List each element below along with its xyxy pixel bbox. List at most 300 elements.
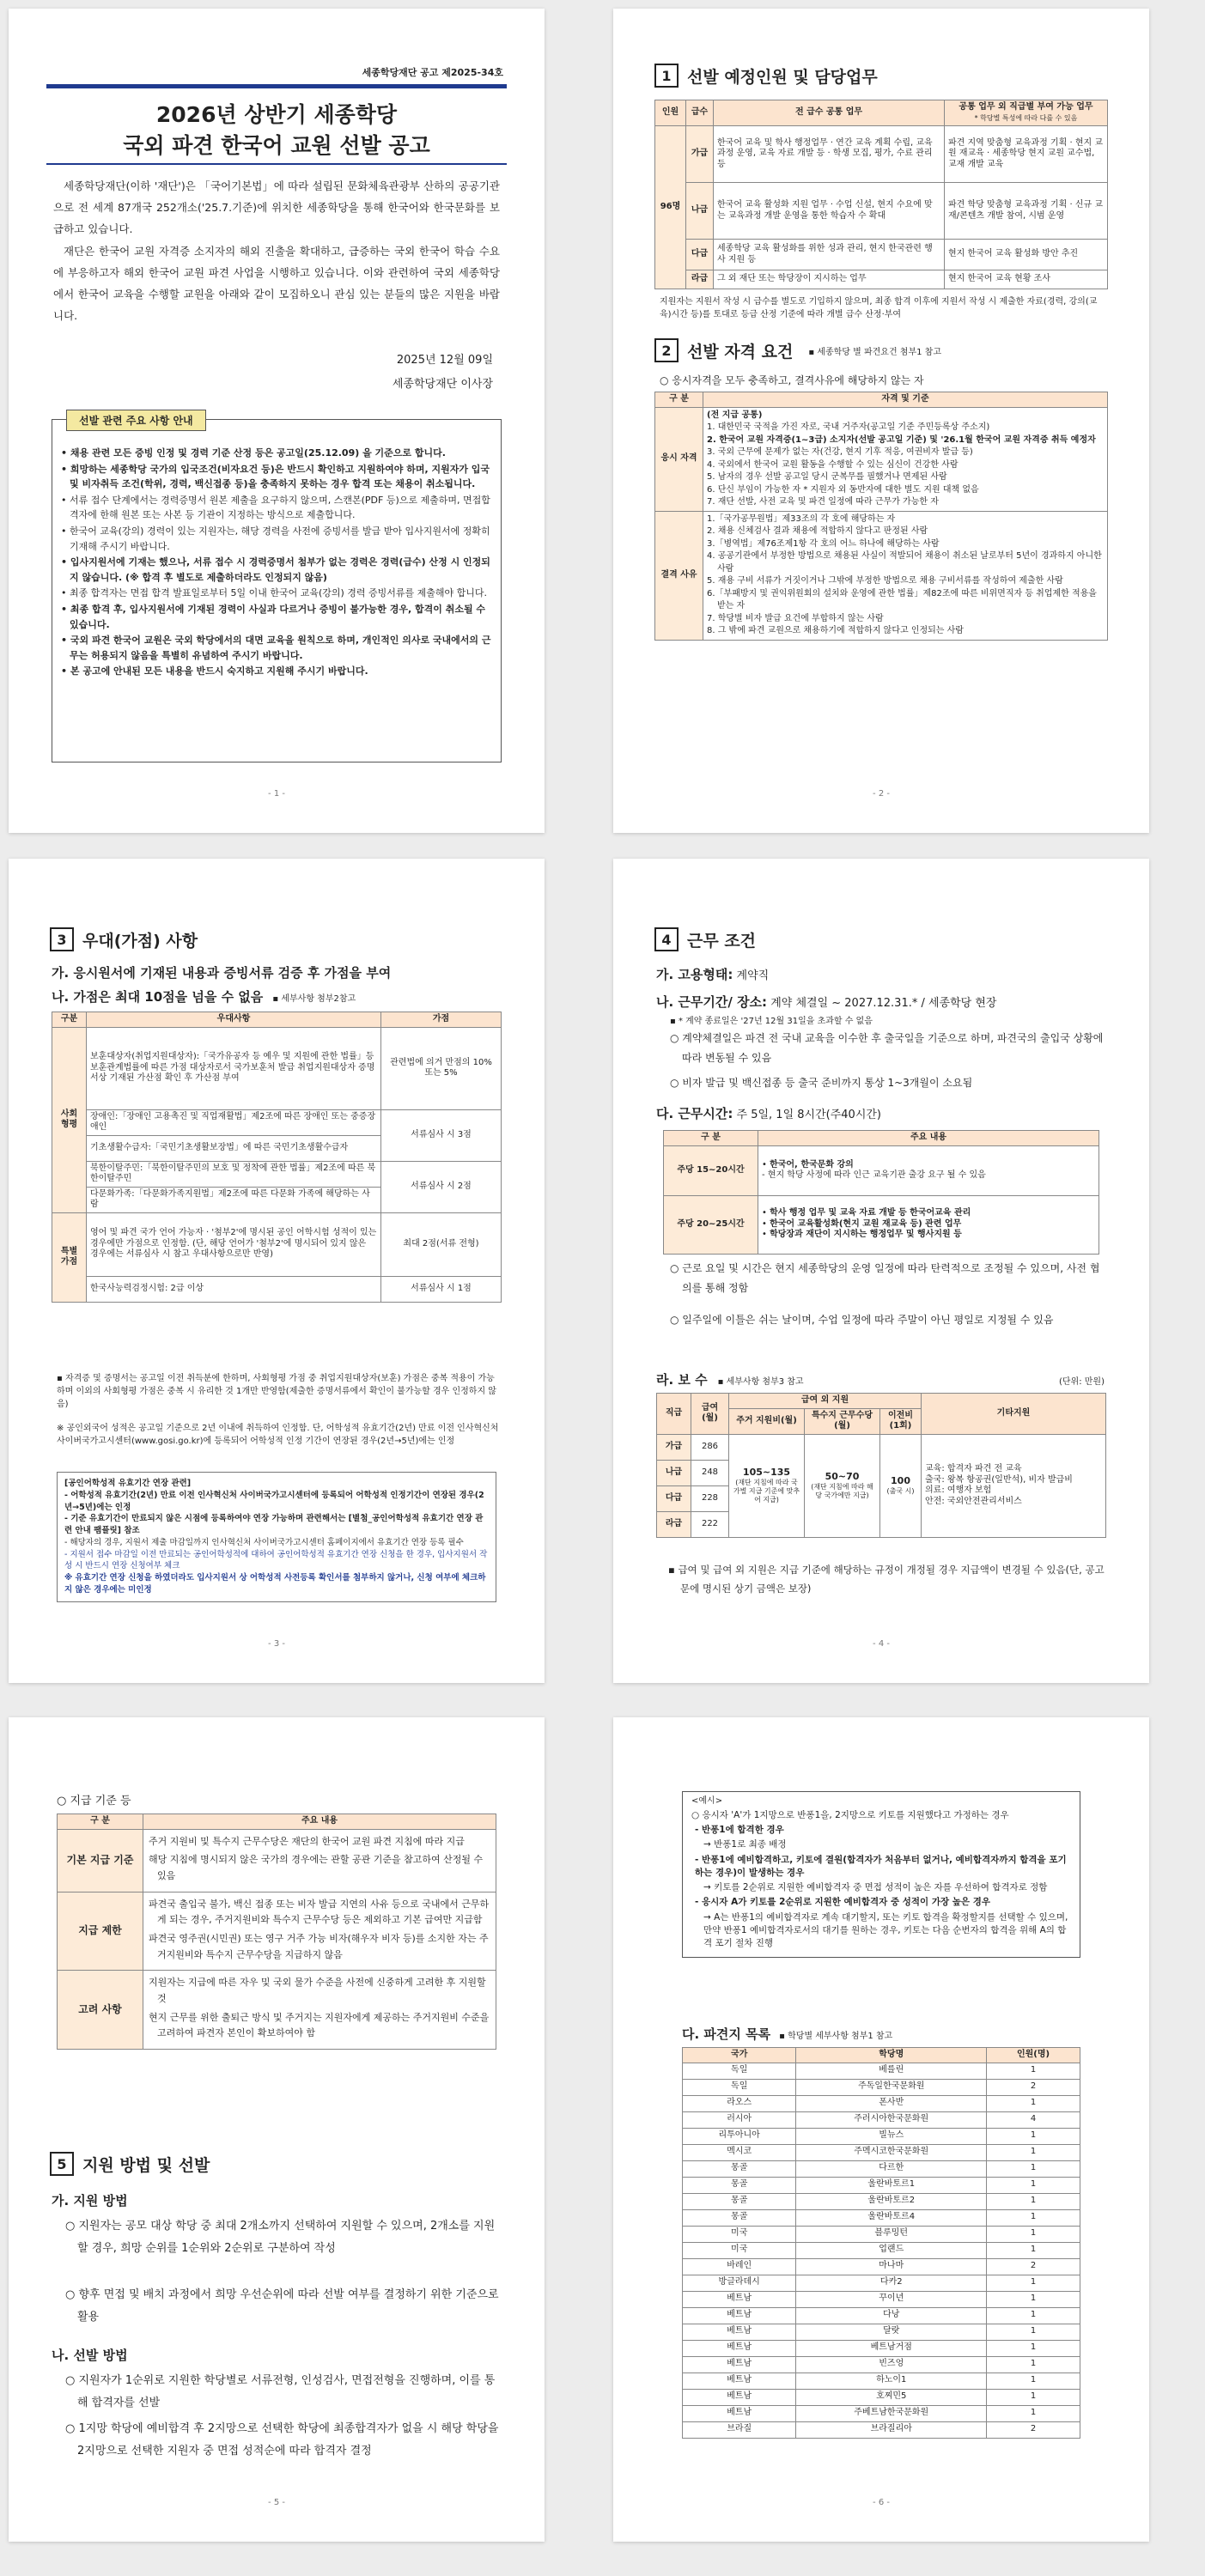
country-cell: 독일 — [683, 2079, 796, 2095]
bonus-item: 한국사능력검정시험: 2급 이상 — [87, 1276, 381, 1302]
count-cell: 1 — [987, 2177, 1080, 2193]
relocation-value: 100 — [891, 1475, 910, 1487]
grade-cell: 나급 — [686, 183, 714, 240]
disqualification-item: 6.「부패방지 및 권익위원회의 설치와 운영에 관한 법률」제82조에 따른 비위면직자 등 취업제한 적용을 받는 자 — [707, 588, 1097, 611]
hours-2-c: 학당장과 재단이 지시하는 행정업무 및 행사지원 등 — [770, 1230, 962, 1240]
col-header-count: 인원(명) — [987, 2048, 1080, 2063]
section-note: ▪ 세종학당 별 파견요건 첨부1 참고 — [808, 347, 941, 357]
apply-bullet-2: ○ 향후 면접 및 배치 과정에서 희망 우선순위에 따라 선발 여부를 결정하기 위한 기준으로 활용 — [65, 2288, 499, 2324]
qualification-item: (전 지급 공통) — [707, 410, 763, 420]
other-support-item: 출국: 왕복 항공권(일반석), 비자 발급비 — [925, 1474, 1073, 1485]
col-header-relocation: 이전비 (1회) — [880, 1408, 922, 1434]
section-number: 1 — [654, 64, 679, 88]
page-title-line2: 국외 파견 한국어 교원 선발 공고 — [123, 133, 430, 158]
center-cell: 울란바토르1 — [796, 2177, 987, 2193]
deployment-list-header: 다. 파견지 목록 ▪ 학당별 세부사항 첨부1 참고 — [682, 2026, 893, 2042]
work-period-bullet-2-text: 비자 발급 및 백신접종 등 출국 준비까지 통상 1~3개월이 소요됨 — [682, 1077, 973, 1089]
apply-bullet-2-text: 향후 면접 및 배치 과정에서 희망 우선순위에 따라 선발 여부를 결정하기 위한 기준으로 활용 — [77, 2288, 499, 2324]
pay-cell: 248 — [691, 1460, 729, 1485]
country-cell: 리투아니아 — [683, 2128, 796, 2144]
select-bullet-1: ○ 지원자가 1순위로 지원한 학당별로 서류전형, 인성검사, 면접전형을 진행하며, 이를 통해 합격자를 선발 — [65, 2374, 496, 2409]
language-box-line: - 지원서 접수 마감일 이전 만료되는 공인어학성적에 대하여 공인어학성적 유효기간 연장 신청을 한 경우, 입사지원서 작성 시 반드시 연장 신청여부 체크 — [64, 1549, 488, 1571]
notice-item: • 희망하는 세종학당 국가의 입국조건(비자요건 등)은 반드시 확인하고 지원하여야 하며, 지원자가 입국 및 비자취득 조건(학위, 경력, 백신접종 등)을 충족하지 못하는 경우 합격 또는 채용이 취소됩니다. — [61, 463, 490, 490]
count-cell: 1 — [987, 2340, 1080, 2356]
hours-1-a: 한국어, 한국문화 강의 — [770, 1159, 854, 1170]
deployment-row — [683, 2372, 1080, 2389]
center-cell: 달랏 — [796, 2324, 987, 2340]
center-cell: 다낭 — [796, 2307, 987, 2324]
payment-criteria-title: ○ 지급 기준 등 — [57, 1795, 131, 1807]
deployment-row — [683, 2307, 1080, 2324]
disqualification-item: 1.「국가공무원법」제33조의 각 호에 해당하는 자 — [707, 513, 896, 524]
duty-row — [655, 183, 1108, 240]
salary-table — [656, 1393, 1106, 1538]
country-cell: 베트남 — [683, 2324, 796, 2340]
hours-2-a: 학사 행정 업무 및 교육 자료 개발 등 한국어교육 관리 — [770, 1208, 971, 1218]
relocation-cell — [880, 1434, 922, 1537]
count-cell: 1 — [987, 2063, 1080, 2079]
center-cell: 울란바토르4 — [796, 2209, 987, 2226]
example-line: - 반퐁1에 합격한 경우 — [695, 1825, 784, 1836]
country-cell: 베트남 — [683, 2356, 796, 2372]
duty-row — [655, 270, 1108, 289]
salary-table-wrap — [656, 1393, 1106, 1538]
bonus-item: 장애인:「장애인 고용촉진 및 직업재활법」제2조에 따른 장애인 또는 중증장애인 — [87, 1109, 381, 1135]
col-header-extra — [945, 100, 1108, 126]
salary-note: 세부사항 첨부3 참고 — [726, 1377, 804, 1387]
qualification-intro-text: 응시자격을 모두 충족하고, 결격사유에 해당하지 않는 자 — [672, 374, 924, 386]
payment-row — [58, 1829, 496, 1892]
common-duty-cell: 세종학당 교육 활성화를 위한 성과 관리, 현지 한국관련 행사 지원 등 — [714, 240, 945, 270]
disqualification-item: 2. 채용 신체검사 결과 채용에 적합하지 않다고 판정된 사람 — [707, 526, 928, 536]
page-number: - 1 - — [268, 789, 285, 799]
notice-list — [61, 446, 492, 679]
example-box — [682, 1791, 1080, 1958]
payment-content — [143, 1892, 496, 1971]
bonus-row — [52, 1109, 502, 1135]
bonus-note-1: ▪ 자격증 및 증명서는 공고일 이전 취득분에 한하며, 사회형평 가점 중 취업지원대상자(보훈) 가점은 중복 적용이 가능하며 이외의 사회형평 가점은 중복 시 유리한 것 1개만 반영함(제출한 증명서류에서 확인이 불가능할 경우 인정하지 않음) — [57, 1374, 496, 1409]
bonus-note-2-text: 공인외국어 성적은 공고일 기준으로 2년 이내에 취득하여 인정함. 단, 어학성적 유효기간(2년) 만료 이전 인사혁신처 사이버국가고시센터(www.gosi.go.kr)에 등록되어 어학성적 인정 기간이 연장된 경우(2년→5년)에는 인정 — [57, 1424, 499, 1446]
center-cell: 베를린 — [796, 2063, 987, 2079]
qualification-table — [654, 392, 1108, 641]
doc-page-3 — [9, 859, 545, 1683]
payment-item: 주거 지원비 및 특수지 근무수당은 재단의 한국어 교원 파견 지침에 따라 지급 — [149, 1835, 465, 1847]
deployment-table — [682, 2047, 1080, 2439]
language-box-line: ※ 유효기간 연장 신청을 하였더라도 입사지원서 상 어학성적 사전등록 확인서를 첨부하지 않거나, 신청 여부에 체크하지 않은 경우에는 미인정 — [64, 1573, 486, 1595]
col-header-extra-support: 급여 외 지원 — [729, 1394, 922, 1409]
subsection-na: 나. 가점은 최대 10점을 넘을 수 없음 ▪ 세부사항 첨부2참고 — [52, 989, 356, 1005]
title-bar — [46, 84, 507, 88]
bonus-note-2: ※ 공인외국어 성적은 공고일 기준으로 2년 이내에 취득하여 인정함. 단, 어학성적 유효기간(2년) 만료 이전 인사혁신처 사이버국가고시센터(www.gosi.go.kr)에 등록되어 어학성적 인정 기간이 연장된 경우(2년→5년)에는 인정 — [57, 1424, 499, 1446]
col-header-requirement: 자격 및 기준 — [703, 392, 1108, 408]
intro-paragraph-1: 세종학당재단(이하 '재단')은 「국어기본법」에 따라 설립된 문화체육관광부 산하의 공공기관으로 전 세계 87개국 252개소('25.7.기준)에 위치한 세종학당을 통해 한국어와 한국문화를 보급하고 있습니다. — [53, 179, 500, 235]
grade-cell: 다급 — [657, 1485, 691, 1511]
deployment-list-note: 학당별 세부사항 첨부1 참고 — [788, 2032, 893, 2041]
page-number: - 4 - — [873, 1639, 890, 1649]
headcount-cell: 96명 — [655, 126, 686, 289]
housing-value: 105~135 — [742, 1467, 791, 1479]
payment-item: 지원자는 지급에 따른 자우 및 국외 물가 수준을 사전에 신중하게 고려한 후 지원할 것 — [149, 1977, 486, 2004]
col-header-count: 인원 — [655, 100, 686, 126]
center-cell: 주독일한국문화원 — [796, 2079, 987, 2095]
subsection-na-note: 세부사항 첨부2참고 — [281, 994, 356, 1004]
example-line: ○ 응시자 'A'가 1지망으로 반퐁1을, 2지망으로 키토를 지원했다고 가정하는 경우 — [691, 1810, 1009, 1820]
col-header-main: 주요 내용 — [143, 1814, 496, 1830]
group-label-special: 특별 가점 — [52, 1212, 87, 1302]
col-header-item: 우대사항 — [87, 1012, 381, 1028]
col-header-division: 구 분 — [58, 1814, 143, 1830]
subsection-na: 나. 선발 방법 — [52, 2348, 128, 2363]
country-cell: 바레인 — [683, 2258, 796, 2275]
payment-label: 기본 지급 기준 — [58, 1829, 143, 1892]
special-value: 50~70 — [825, 1471, 860, 1483]
country-cell: 독일 — [683, 2063, 796, 2079]
notice-item: • 채용 관련 모든 증빙 인정 및 경력 기준 산정 등은 공고일(25.12.09) 을 기준으로 합니다. — [61, 447, 446, 459]
payment-label: 고려 사항 — [58, 1971, 143, 2050]
intro-paragraph-2: 재단은 한국어 교원 자격증 소지자의 해외 진출을 확대하고, 급증하는 국외 한국어 학습 수요에 부응하고자 해외 한국어 교원 파견 사업을 시행하고 있습니다. 이와 관련하여 국외 세종학당에서 한국어 교육을 수행할 교원을 아래와 같이 모집하오니 관심 있는 분들의 많은 지원을 바랍니다. — [53, 245, 500, 322]
bonus-item: 다문화가족:「다문화가족지원법」제2조에 따른 다문화 가족에 해당하는 사람 — [87, 1187, 381, 1212]
col-header-division: 구 분 — [655, 392, 703, 408]
select-bullet-1-text: 지원자가 1순위로 지원한 학당별로 서류전형, 인성검사, 면접전형을 진행하며, 이를 통해 합격자를 선발 — [77, 2374, 496, 2409]
bonus-note-1-text: 자격증 및 증명서는 공고일 이전 취득분에 한하며, 사회형평 가점 중 취업지원대상자(보훈) 가점은 중복 적용이 가능하며 이외의 사회형평 가점은 중복 시 유리한 것 1개만 반영함(제출한 증명서류에서 확인이 불가능할 경우 인정하지 않음) — [57, 1374, 496, 1409]
col-header-extra-label: 공통 업무 외 직급별 부여 가능 업무 — [959, 102, 1093, 112]
other-support-cell — [922, 1434, 1106, 1537]
deployment-row — [683, 2128, 1080, 2144]
bonus-row — [52, 1212, 502, 1276]
special-cell — [805, 1434, 880, 1537]
payment-body — [58, 1829, 496, 2050]
extra-duty-cell: 현지 한국어 교육 현황 조사 — [945, 270, 1108, 289]
count-cell: 1 — [987, 2193, 1080, 2209]
pay-cell: 222 — [691, 1511, 729, 1537]
qualification-item: 5. 남자의 경우 선발 공고일 당시 군복무를 필했거나 면제된 사람 — [707, 472, 947, 482]
center-cell: 하노이1 — [796, 2372, 987, 2389]
bonus-points: 관련법에 의거 만점의 10% 또는 5% — [381, 1027, 502, 1109]
section-title: 선발 자격 요건 — [687, 342, 794, 361]
doc-page-5 — [9, 1717, 545, 2542]
country-cell: 베트남 — [683, 2372, 796, 2389]
country-cell: 멕시코 — [683, 2144, 796, 2160]
bonus-table-wrap — [52, 1012, 502, 1303]
count-cell: 1 — [987, 2405, 1080, 2421]
work-period-label: 나. 근무기간/ 장소: — [656, 994, 768, 1010]
notice-item: • 본 공고에 안내된 모든 내용을 반드시 숙지하고 지원해 주시기 바랍니다. — [61, 665, 368, 677]
col-header-extra-sub: * 학당별 특성에 따라 다를 수 있음 — [974, 113, 1078, 122]
count-cell: 1 — [987, 2242, 1080, 2258]
payment-row — [58, 1892, 496, 1971]
page-number: - 6 - — [873, 2498, 890, 2507]
count-cell: 2 — [987, 2421, 1080, 2438]
count-cell: 1 — [987, 2275, 1080, 2291]
page-title-line1: 2026년 상반기 세종학당 — [155, 102, 398, 127]
language-box-line: - 기준 유효기간이 만료되지 않은 시점에 등록하여야 연장 가능하며 관련해서는 [별첨_공인어학성적 유효기간 연장 관련 안내 팸플릿] 참조 — [64, 1514, 484, 1536]
country-cell: 라오스 — [683, 2095, 796, 2111]
center-cell: 다카2 — [796, 2275, 987, 2291]
page-number: - 2 - — [873, 789, 890, 799]
example-line: → A는 반퐁1의 예비합격자로 계속 대기할지, 또는 키토 합격을 확정할지를 선택할 수 있으며, 만약 반퐁1 예비합격자로서의 대기를 원하는 경우, 키토는 다음 순번자의 합격을 위해 A의 합격 포기 절차 진행 — [703, 1911, 1068, 1948]
country-cell: 베트남 — [683, 2307, 796, 2324]
relocation-sub: (출국 시) — [886, 1486, 915, 1495]
work-hours-label: 다. 근무시간: — [656, 1106, 733, 1121]
extra-duty-cell: 현지 한국어 교육 활성화 방안 추진 — [945, 240, 1108, 270]
deployment-row — [683, 2209, 1080, 2226]
select-bullet-2-text: 1지망 학당에 예비합격 후 2지망으로 선택한 학당에 최종합격자가 없을 시 해당 학당을 2지망으로 선택한 지원자 중 면접 성적순에 따라 합격자 결정 — [77, 2422, 499, 2458]
payment-row — [58, 1971, 496, 2050]
salary-row — [657, 1434, 1106, 1460]
notice-item: • 입사지원서에 기재는 했으나, 서류 접수 시 경력증명서 첨부가 없는 경력은 경력(급수) 산정 시 인정되지 않습니다. (※ 합격 후 별도로 제출하더라도 인정되지 않음) — [61, 556, 490, 583]
payment-criteria-title-text: 지급 기준 등 — [70, 1795, 131, 1807]
payment-item: 해당 지침에 명시되지 않은 국가의 경우에는 관할 공관 기준을 참고하여 산정될 수 있음 — [149, 1854, 484, 1881]
bonus-row — [52, 1161, 502, 1187]
grade-cell: 가급 — [657, 1434, 691, 1460]
payment-label: 지급 제한 — [58, 1892, 143, 1971]
count-cell: 1 — [987, 2389, 1080, 2405]
country-cell: 베트남 — [683, 2389, 796, 2405]
hours-row-content-1: • 한국어, 한국문화 강의 - 현지 학당 사정에 따라 인근 교육기관 출강 요구 될 수 있음 — [758, 1145, 1099, 1195]
deployment-row — [683, 2405, 1080, 2421]
deployment-row — [683, 2160, 1080, 2177]
row-label-qualification: 응시 자격 — [655, 407, 703, 511]
disqualification-item: 4. 공공기관에서 부정한 방법으로 채용된 사실이 적발되어 채용이 취소된 날로부터 5년이 경과하지 아니한 사람 — [707, 551, 1102, 574]
payment-content — [143, 1829, 496, 1892]
example-line: - 응시자 A가 키토를 2순위로 지원한 예비합격자 중 성적이 가장 높은 경우 — [695, 1897, 991, 1908]
country-cell: 브라질 — [683, 2421, 796, 2438]
duty-row — [655, 126, 1108, 183]
disqualification-item: 5. 재용 구비 서류가 거짓이거나 그밖에 부정한 방법으로 채용 구비서류를 작성하여 제출한 사람 — [707, 576, 1063, 586]
country-cell: 몽골 — [683, 2193, 796, 2209]
count-cell: 1 — [987, 2226, 1080, 2242]
col-header-center: 학당명 — [796, 2048, 987, 2063]
select-bullet-2: ○ 1지망 학당에 예비합격 후 2지망으로 선택한 학당에 최종합격자가 없을 시 해당 학당을 2지망으로 선택한 지원자 중 면접 성적순에 따라 합격자 결정 — [65, 2422, 499, 2458]
group-label-social: 사회 형평 — [52, 1027, 87, 1212]
col-header-pay: 급여 (월) — [691, 1394, 729, 1435]
doc-page-6 — [613, 1717, 1149, 2542]
hours-1-b: 현지 학당 사정에 따라 인근 교육기관 출강 요구 될 수 있음 — [767, 1170, 986, 1180]
announcement-number: 세종학당재단 공고 제2025-34호 — [362, 67, 503, 78]
count-cell: 4 — [987, 2111, 1080, 2128]
col-header-country: 국가 — [683, 2048, 796, 2063]
deployment-row — [683, 2144, 1080, 2160]
bonus-points: 서류심사 시 1점 — [381, 1276, 502, 1302]
deployment-list-title: 다. 파견지 목록 — [682, 2026, 771, 2042]
country-cell: 베트남 — [683, 2291, 796, 2307]
deployment-row — [683, 2193, 1080, 2209]
deployment-row — [683, 2226, 1080, 2242]
section-5-header — [50, 2152, 210, 2176]
qualification-item: 4. 국외에서 한국어 교원 활동을 수행할 수 있는 심신이 건강한 사람 — [707, 459, 959, 470]
count-cell: 2 — [987, 2258, 1080, 2275]
housing-cell — [729, 1434, 805, 1537]
section-title: 선발 예정인원 및 담당업무 — [687, 67, 878, 87]
page-number: - 3 - — [268, 1639, 285, 1649]
bonus-points: 서류심사 시 3점 — [381, 1109, 502, 1161]
bonus-points: 최대 2점(서류 전형) — [381, 1212, 502, 1276]
extra-duty-cell: 파견 지역 맞춤형 교육과정 기획 · 현지 교원 재교육 · 세종학당 현지 교원 교수법, 교재 개발 교육 — [945, 126, 1108, 183]
notice-item: • 서류 접수 단계에서는 경력증명서 원본 제출을 요구하지 않으며, 스캔본(PDF 등)으로 제출하며, 면접합격자에 한해 원본 또는 사본 등 기관이 지정하는 방식으로 제출합니다. — [61, 494, 490, 521]
employment-type-label: 가. 고용형태: — [656, 967, 733, 982]
section-note-text: 세종학당 별 파견요건 첨부1 참고 — [817, 347, 941, 357]
payment-table-wrap — [57, 1814, 496, 2050]
duties-body — [655, 126, 1108, 289]
bonus-row — [52, 1276, 502, 1302]
work-period-value: 계약 체결일 ~ 2027.12.31.* / 세종학당 현장 — [770, 997, 997, 1010]
work-hours-bullet-2-text: 일주일에 이틀은 쉬는 날이며, 수업 일정에 따라 주말이 아닌 평일로 지정될 수 있음 — [682, 1314, 1054, 1326]
col-header-points: 가점 — [381, 1012, 502, 1028]
section-4-header — [654, 927, 756, 951]
duty-row — [655, 240, 1108, 270]
bonus-item: 보훈대상자(취업지원대상자):「국가유공자 등 예우 및 지원에 관한 법률」등 보훈관계법률에 따른 가점 대상자로서 국가보훈처 발급 취업지원대상자 증명서상 기재된 가산점 확인 후 가산점 부여 — [87, 1027, 381, 1109]
disqualification-item: 3.「병역법」제76조제1항 각 호의 어느 하나에 해당하는 사람 — [707, 538, 940, 549]
count-cell: 1 — [987, 2356, 1080, 2372]
count-cell: 1 — [987, 2095, 1080, 2111]
notice-item: • 최종 합격 후, 입사지원서에 기재된 경력이 사실과 다르거나 증빙이 불가능한 경우, 합격이 취소될 수 있습니다. — [61, 603, 486, 630]
hours-2-b: 한국어 교육활성화(현지 교원 재교육 등) 관련 업무 — [770, 1218, 962, 1229]
disqualification-list — [703, 511, 1108, 640]
center-cell: 호찌민5 — [796, 2389, 987, 2405]
count-cell: 1 — [987, 2307, 1080, 2324]
center-cell: 주베트남한국문화원 — [796, 2405, 987, 2421]
subsection-ga: 가. 지원 방법 — [52, 2193, 128, 2208]
center-cell: 마나마 — [796, 2258, 987, 2275]
deployment-row — [683, 2258, 1080, 2275]
work-period-note-text: * 계약 종료일은 '27년 12월 31일을 초과할 수 없음 — [678, 1017, 873, 1026]
common-duty-cell: 그 외 재단 또는 학당장이 지시하는 업무 — [714, 270, 945, 289]
work-hours-bullet-2: ○ 일주일에 이틀은 쉬는 날이며, 수업 일정에 따라 주말이 아닌 평일로 지정될 수 있음 — [670, 1314, 1054, 1326]
section-2-header — [654, 338, 941, 362]
center-cell: 업랜드 — [796, 2242, 987, 2258]
payment-table — [57, 1814, 496, 2050]
col-header-housing: 주거 지원비(월) — [729, 1408, 805, 1434]
grade-cell: 다급 — [686, 240, 714, 270]
center-cell: 빌뉴스 — [796, 2128, 987, 2144]
col-header-other: 기타지원 — [922, 1394, 1106, 1435]
hours-row-label-2: 주당 20~25시간 — [664, 1195, 758, 1254]
center-cell: 빈즈엉 — [796, 2356, 987, 2372]
work-period-note: ▪ * 계약 종료일은 '27년 12월 31일을 초과할 수 없음 — [670, 1017, 873, 1026]
payment-item: 파견국 영주권(시민권) 또는 영구 거주 가능 비자(해우자 비자 등)를 소지한 자는 주거지원비와 특수지 근무수당을 지급하지 않음 — [149, 1932, 489, 1960]
work-hours-bullet-1-text: 근로 요일 및 시간은 현지 세종학당의 운영 일정에 따라 탄력적으로 조정될 수 있으며, 사전 협의를 통해 정함 — [682, 1262, 1100, 1294]
qualification-item: 2. 한국어 교원 자격증(1~3급) 소지자(선발 공고일 기준) 및 '26.1월 한국어 교원 자격증 취득 예정자 — [707, 434, 1096, 445]
announcement-date: 2025년 12월 09일 — [396, 354, 493, 367]
common-duty-cell: 한국어 교육 및 학사 행정업무 · 연간 교육 계획 수립, 교육과정 운영, 교육 자료 개발 등 · 학생 모집, 평가, 수료 관리 등 — [714, 126, 945, 183]
bonus-table — [52, 1012, 502, 1303]
payment-item: 파견국 출입국 불가, 백신 접종 또는 비자 발급 지연의 사유 등으로 국내에서 근무하게 되는 경우, 주거지원비와 특수지 근무수당 등은 제외하고 기본 급여만 지급함 — [149, 1898, 490, 1926]
bonus-item: 북한이탈주민:「북한이탈주민의 보호 및 정착에 관한 법률」제2조에 따른 북한이탈주민 — [87, 1161, 381, 1187]
work-period-bullet-2: ○ 비자 발급 및 백신접종 등 출국 준비까지 통상 1~3개월이 소요됨 — [670, 1077, 973, 1089]
bonus-body — [52, 1027, 502, 1302]
col-header-division: 구 분 — [664, 1131, 758, 1146]
salary-label: 라. 보 수 — [656, 1372, 708, 1388]
qualification-list — [703, 407, 1108, 511]
hours-table-wrap — [663, 1130, 1099, 1255]
salary-footnote: ▪ 급여 및 급여 외 지원은 지급 기준에 해당하는 규정이 개정될 경우 지급액이 변경될 수 있음(단, 공고문에 명시된 상기 금액은 보장) — [668, 1564, 1105, 1595]
grade-cell: 라급 — [686, 270, 714, 289]
language-box-line: - 어학성적 유효기간(2년) 만료 이전 인사혁신처 사이버국가고시센터에 등록되어 어학성적 인정기간이 연장된 경우(2년→5년)에는 인정 — [64, 1490, 484, 1512]
deployment-row — [683, 2356, 1080, 2372]
col-header-grade: 직급 — [657, 1394, 691, 1435]
country-cell: 몽골 — [683, 2177, 796, 2193]
section-title: 우대(가점) 사항 — [82, 931, 198, 951]
deployment-row — [683, 2340, 1080, 2356]
hours-table — [663, 1130, 1099, 1255]
grade-cell: 가급 — [686, 126, 714, 183]
work-hours-bullet-1: ○ 근로 요일 및 시간은 현지 세종학당의 운영 일정에 따라 탄력적으로 조정될 수 있으며, 사전 협의를 통해 정함 — [670, 1262, 1100, 1294]
qualification-item: 6. 단신 부임이 가능한 자 * 지원자 외 동반자에 대한 별도 지원 대책 없음 — [707, 484, 979, 495]
deployment-row — [683, 2111, 1080, 2128]
section-number: 2 — [654, 338, 679, 362]
deployment-row — [683, 2242, 1080, 2258]
example-line: → 반퐁1로 최종 배정 — [703, 1839, 787, 1850]
country-cell: 방글라데시 — [683, 2275, 796, 2291]
work-period-bullet-1: ○ 계약체결일은 파견 전 국내 교육을 이수한 후 출국일을 기준으로 하며, 파견국의 출입국 상황에 따라 변동될 수 있음 — [670, 1032, 1104, 1064]
salary-header: 라. 보 수 ▪ 세부사항 첨부3 참고 — [656, 1372, 804, 1388]
payment-content — [143, 1971, 496, 2050]
example-line: → 키토를 2순위로 지원한 예비합격자 중 면접 성적이 높은 자를 우선하여 합격자로 정함 — [703, 1882, 1048, 1893]
title-bar-bottom — [46, 163, 507, 165]
col-header-special: 특수지 근무수당(월) — [805, 1408, 880, 1434]
language-score-box — [57, 1472, 496, 1602]
extra-duty-cell: 파견 학당 맞춤형 교육과정 기획 · 신규 교재/콘텐츠 개발 참여, 시범 운영 — [945, 183, 1108, 240]
deployment-row — [683, 2291, 1080, 2307]
subsection-ga: 가. 응시원서에 기재된 내용과 증빙서류 검증 후 가점을 부여 — [52, 965, 392, 981]
language-box-line: [공인어학성적 유효기간 연장 관련] — [64, 1479, 192, 1488]
deployment-row — [683, 2063, 1080, 2079]
special-sub: (재단 지침에 따라 해당 국가에만 지급) — [811, 1482, 873, 1499]
notice-item: • 최종 합격자는 면접 합격 발표일로부터 5일 이내 한국어 교육(강의) 경력 증빙서류를 제출해야 합니다. — [61, 587, 488, 599]
country-cell: 베트남 — [683, 2405, 796, 2421]
language-box-line: - 해당자의 경우, 지원서 제출 마감일까지 인사혁신처 사이버국가고시센터 홈페이지에서 유효기간 연장 등록 필수 — [64, 1537, 464, 1547]
work-period — [656, 993, 996, 1011]
section-title: 근무 조건 — [687, 931, 757, 951]
notice-item: • 한국어 교육(강의) 경력이 있는 지원자는, 해당 경력을 사전에 증빙서를 발급 받아 입사지원서에 정확히 기재해 주시기 바랍니다. — [61, 525, 490, 552]
deployment-table-wrap — [682, 2047, 1080, 2439]
qualification-item: 1. 대한민국 국적을 가진 자로, 국내 거주자(공고일 기준 주민등록상 주소지) — [707, 422, 990, 432]
qualification-item: 7. 재단 선발, 사전 교육 및 파견 일정에 따라 근무가 가능한 자 — [707, 497, 939, 507]
grade-cell: 나급 — [657, 1460, 691, 1485]
pay-cell: 228 — [691, 1485, 729, 1511]
center-cell: 브라질리아 — [796, 2421, 987, 2438]
center-cell: 다르한 — [796, 2160, 987, 2177]
example-title: <예시> — [691, 1796, 723, 1806]
qualification-table-wrap — [654, 392, 1108, 641]
page-number: - 5 - — [268, 2498, 285, 2507]
center-cell: 베트남거점 — [796, 2340, 987, 2356]
doc-page-2 — [613, 9, 1149, 833]
work-period-bullet-1-text: 계약체결일은 파견 전 국내 교육을 이수한 후 출국일을 기준으로 하며, 파견국의 출입국 상황에 따라 변동될 수 있음 — [682, 1032, 1104, 1064]
center-cell: 주멕시코한국문화원 — [796, 2144, 987, 2160]
country-cell: 미국 — [683, 2226, 796, 2242]
employment-type — [656, 965, 769, 983]
col-header-main: 주요 내용 — [758, 1131, 1099, 1146]
duties-table-wrap — [654, 100, 1108, 289]
deployment-row — [683, 2177, 1080, 2193]
count-cell: 1 — [987, 2372, 1080, 2389]
deployment-row — [683, 2275, 1080, 2291]
country-cell: 러시아 — [683, 2111, 796, 2128]
apply-bullet-1: ○ 지원자는 공모 대상 학당 중 최대 2개소까지 선택하여 지원할 수 있으며, 2개소를 지원할 경우, 희망 순위를 1순위와 2순위로 구분하여 작성 — [65, 2220, 496, 2255]
section-number: 5 — [50, 2152, 74, 2176]
apply-bullet-1-text: 지원자는 공모 대상 학당 중 최대 2개소까지 선택하여 지원할 수 있으며, 2개소를 지원할 경우, 희망 순위를 1순위와 2순위로 구분하여 작성 — [77, 2220, 496, 2255]
work-hours-value: 주 5일, 1일 8시간(주40시간) — [736, 1109, 882, 1121]
issuer-name: 세종학당재단 이사장 — [392, 378, 493, 391]
work-hours — [656, 1104, 881, 1122]
country-cell: 몽골 — [683, 2160, 796, 2177]
count-cell: 2 — [987, 2079, 1080, 2095]
country-cell: 미국 — [683, 2242, 796, 2258]
section-3-header — [50, 927, 198, 951]
qualification-item: 3. 국외 근무에 문제가 없는 자(건강, 현지 기후 적응, 여권비자 발급 등) — [707, 447, 973, 457]
deployment-row — [683, 2324, 1080, 2340]
